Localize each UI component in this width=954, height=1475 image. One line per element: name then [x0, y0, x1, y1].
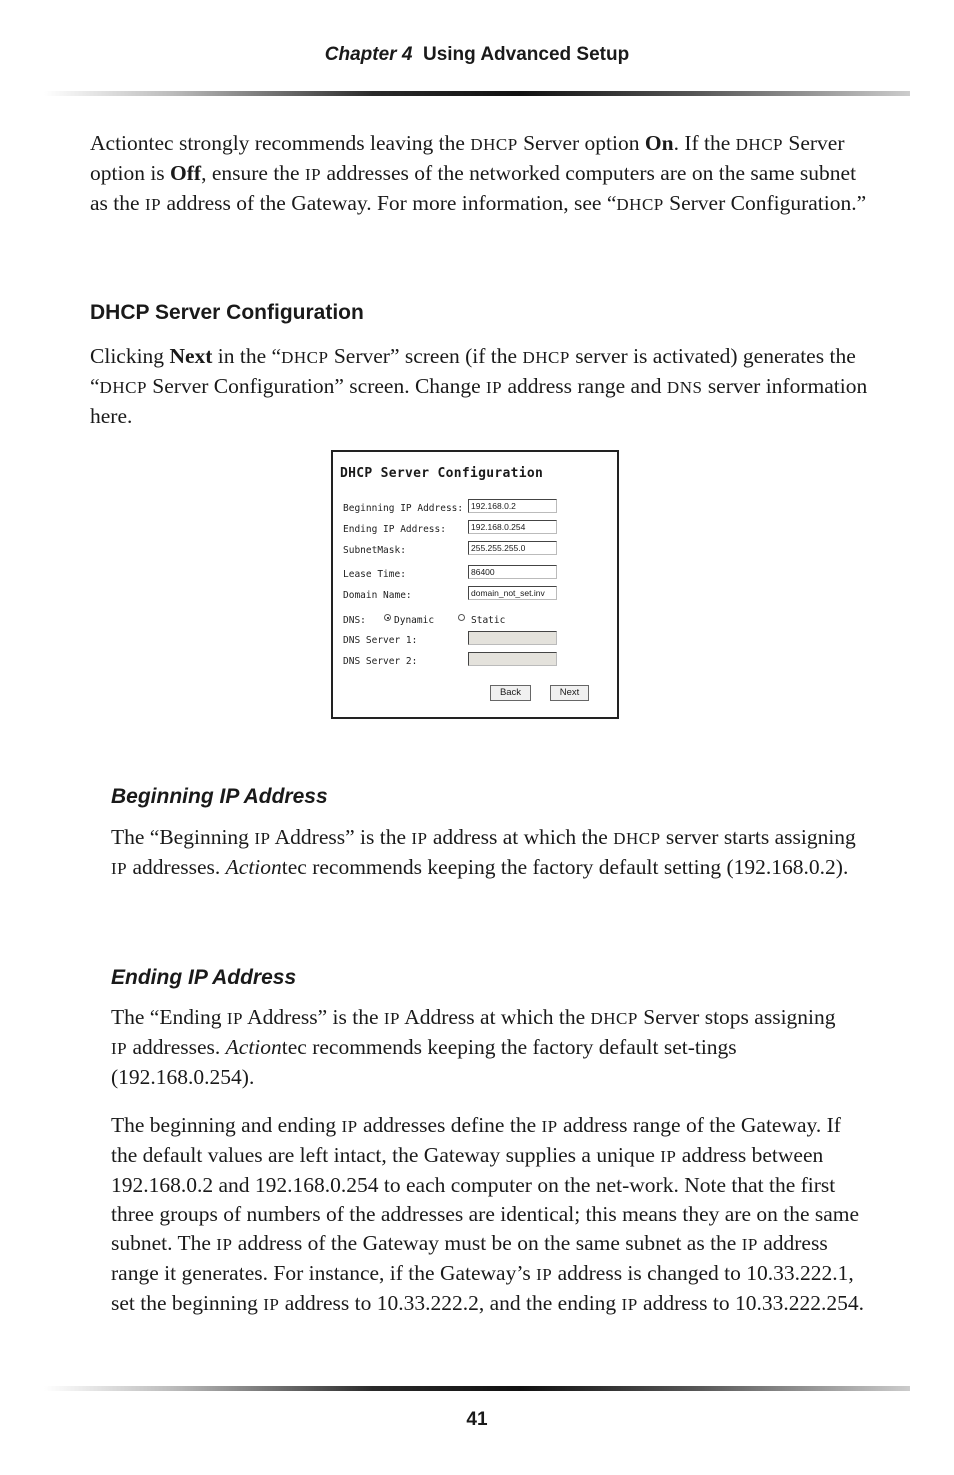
- subnet-mask-input[interactable]: 255.255.255.0: [468, 541, 557, 555]
- beginning-ip-input[interactable]: 192.168.0.2: [468, 499, 557, 513]
- beginning-ip-label: Beginning IP Address:: [343, 503, 464, 514]
- intro-paragraph: Actiontec strongly recommends leaving the DHCP Server option On. If the DHCP Server option is Off, ensure the IP addresses of the networked computers are on the same subnet as the IP address of the Gateway. For more information, see “DHCP Server Configuration.”: [90, 131, 867, 215]
- header-rule: [44, 91, 910, 96]
- beginning-ip-heading: Beginning IP Address: [111, 785, 328, 808]
- ending-ip-label: Ending IP Address:: [343, 524, 446, 535]
- chapter-title: Using Advanced Setup: [422, 44, 630, 65]
- back-button[interactable]: Back: [490, 685, 531, 701]
- dns-server1-input: [468, 631, 557, 645]
- dhcp-config-screenshot: [331, 450, 619, 719]
- next-button[interactable]: Next: [550, 685, 589, 701]
- range-paragraph: The beginning and ending IP addresses define the IP address range of the Gateway. If the default values are left intact, the Gateway supplies a unique IP address between 192.168.0.2 and 192.168.0.254 to each computer on the net-work. Note that the first three groups of numbers of the addresses are identical; this means they are on the same subnet. The IP address of the Gateway must be on the same subnet as the IP address range it generates. For instance, if the Gateway’s IP address is changed to 10.33.222.1, set the beginning IP address to 10.33.222.2, and the ending IP address to 10.33.222.254.: [111, 1113, 864, 1315]
- dns-dynamic-label: Dynamic: [394, 615, 435, 626]
- domain-name-label: Domain Name:: [343, 590, 412, 601]
- panel-title: DHCP Server Configuration: [340, 466, 544, 481]
- dns-dynamic-radio[interactable]: [384, 614, 391, 621]
- ending-ip-paragraph: The “Ending IP Address” is the IP Address at which the DHCP Server stops assigning IP addresses. Actiontec recommends keeping the factory default set-tings (192.168.0.254).: [111, 1005, 836, 1089]
- dns-server2-input: [468, 652, 557, 666]
- footer-rule: [44, 1386, 910, 1391]
- dns-server1-label: DNS Server 1:: [343, 635, 418, 646]
- chapter-label: Chapter 4: [324, 44, 413, 65]
- dns-server2-label: DNS Server 2:: [343, 656, 418, 667]
- section-paragraph: Clicking Next in the “DHCP Server” screen (if the DHCP server is activated) generates the “DHCP Server Configuration” screen. Change IP address range and DNS server information here.: [90, 344, 868, 428]
- dns-static-radio[interactable]: [458, 614, 465, 621]
- page-number: 41: [466, 1409, 488, 1430]
- lease-time-label: Lease Time:: [343, 569, 406, 580]
- domain-name-input[interactable]: domain_not_set.inv: [468, 586, 557, 600]
- dns-label: DNS:: [343, 615, 366, 626]
- subnet-mask-label: SubnetMask:: [343, 545, 406, 556]
- dns-static-label: Static: [471, 615, 506, 626]
- running-header: [0, 44, 954, 66]
- beginning-ip-paragraph: The “Beginning IP Address” is the IP address at which the DHCP server starts assigning IP addresses. Actiontec recommends keeping the factory default setting (192.168.0.2).: [111, 825, 856, 879]
- ending-ip-input[interactable]: 192.168.0.254: [468, 520, 557, 534]
- ending-ip-heading: Ending IP Address: [111, 966, 297, 989]
- lease-time-input[interactable]: 86400: [468, 565, 557, 579]
- section-heading: DHCP Server Configuration: [90, 301, 364, 324]
